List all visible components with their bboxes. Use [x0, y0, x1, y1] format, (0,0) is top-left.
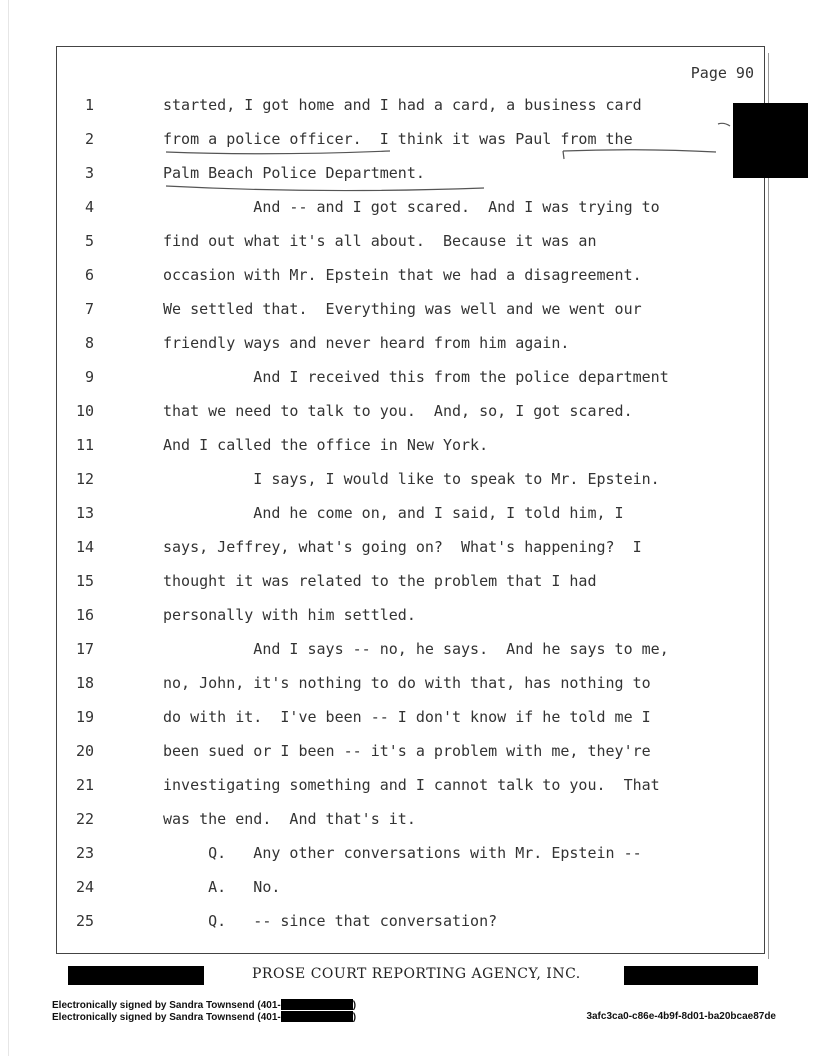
page-number: Page 90	[690, 64, 754, 82]
transcript-line: And I received this from the police department	[163, 368, 669, 386]
electronic-signature-line	[52, 999, 356, 1011]
transcript-line: I says, I would like to speak to Mr. Epstein.	[163, 470, 660, 488]
line-number: 25	[75, 912, 94, 930]
line-number: 3	[84, 164, 94, 182]
line-number: 2	[84, 130, 94, 148]
line-number: 13	[75, 504, 94, 522]
transcript-line: do with it. I've been -- I don't know if he told me I	[163, 708, 651, 726]
transcript-line: A. No.	[163, 878, 281, 896]
line-number: 20	[75, 742, 94, 760]
transcript-line: Palm Beach Police Department.	[163, 164, 425, 182]
transcript-line: Q. Any other conversations with Mr. Epstein --	[163, 844, 642, 862]
document-id: 3afc3ca0-c86e-4b9f-8d01-ba20bcae87de	[586, 1011, 776, 1022]
transcript-line: started, I got home and I had a card, a business card	[163, 96, 642, 114]
transcript-line: occasion with Mr. Epstein that we had a disagreement.	[163, 266, 642, 284]
transcript-line: thought it was related to the problem that I had	[163, 572, 597, 590]
transcript-line: investigating something and I cannot talk to you. That	[163, 776, 660, 794]
transcript-line: from a police officer. I think it was Paul from the	[163, 130, 633, 148]
transcript-line: We settled that. Everything was well and we went our	[163, 300, 642, 318]
signature-close: )	[352, 1012, 357, 1023]
redaction-box	[624, 966, 758, 985]
transcript-line: friendly ways and never heard from him again.	[163, 334, 570, 352]
line-number: 18	[75, 674, 94, 692]
line-number: 5	[84, 232, 94, 250]
transcript-line: no, John, it's nothing to do with that, has nothing to	[163, 674, 651, 692]
line-number: 24	[75, 878, 94, 896]
line-number: 14	[75, 538, 94, 556]
line-number: 7	[84, 300, 94, 318]
line-number: 12	[75, 470, 94, 488]
line-number: 16	[75, 606, 94, 624]
electronic-signature-line	[52, 1011, 356, 1023]
line-number: 21	[75, 776, 94, 794]
redaction-box	[68, 966, 204, 985]
line-number: 6	[84, 266, 94, 284]
scan-margin-line	[8, 0, 9, 1056]
transcript-line: says, Jeffrey, what's going on? What's happening? I	[163, 538, 642, 556]
line-number: 15	[75, 572, 94, 590]
line-number: 1	[84, 96, 94, 114]
redaction-box	[733, 103, 808, 178]
signature-close: )	[352, 1000, 357, 1011]
transcript-line: find out what it's all about. Because it was an	[163, 232, 597, 250]
transcript-line: that we need to talk to you. And, so, I got scared.	[163, 402, 633, 420]
line-number: 17	[75, 640, 94, 658]
line-number: 8	[84, 334, 94, 352]
transcript-line: And -- and I got scared. And I was trying to	[163, 198, 660, 216]
transcript-line: was the end. And that's it.	[163, 810, 416, 828]
transcript-line: Q. -- since that conversation?	[163, 912, 498, 930]
transcript-line: been sued or I been -- it's a problem with me, they're	[163, 742, 651, 760]
line-number: 19	[75, 708, 94, 726]
line-number: 22	[75, 810, 94, 828]
line-number: 4	[84, 198, 94, 216]
transcript-line: personally with him settled.	[163, 606, 416, 624]
line-number: 10	[75, 402, 94, 420]
transcript-line: And he come on, and I said, I told him, I	[163, 504, 624, 522]
line-number: 9	[84, 368, 94, 386]
signature-text: Electronically signed by Sandra Townsend (401-	[52, 1012, 281, 1023]
transcript-line: And I called the office in New York.	[163, 436, 489, 454]
court-reporting-agency: PROSE COURT REPORTING AGENCY, INC.	[252, 966, 581, 982]
line-number: 23	[75, 844, 94, 862]
redaction-box	[281, 999, 353, 1010]
line-number: 11	[75, 436, 94, 454]
transcript-line: And I says -- no, he says. And he says to me,	[163, 640, 669, 658]
signature-text: Electronically signed by Sandra Townsend (401-	[52, 1000, 281, 1011]
redaction-box	[281, 1011, 353, 1022]
